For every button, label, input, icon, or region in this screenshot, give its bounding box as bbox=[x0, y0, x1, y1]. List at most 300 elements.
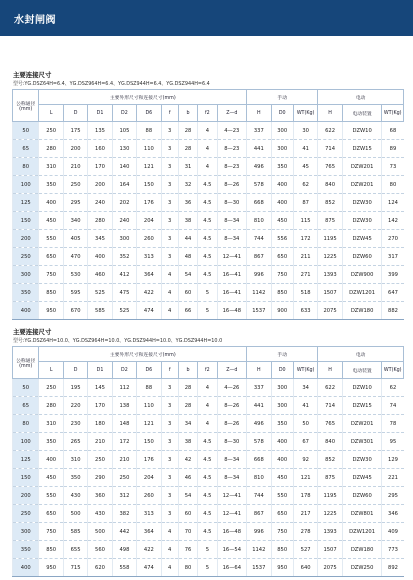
table-cell: 135 bbox=[88, 122, 112, 140]
table-cell: 496 bbox=[247, 415, 271, 433]
table-cell: 78 bbox=[382, 415, 404, 433]
table-cell: 340 bbox=[63, 212, 87, 230]
column-header: H bbox=[247, 362, 271, 379]
table-cell: 295 bbox=[63, 194, 87, 212]
table-cell: 750 bbox=[271, 523, 293, 541]
table-cell: 92 bbox=[293, 451, 317, 469]
table-cell: 312 bbox=[112, 487, 136, 505]
table-cell: 750 bbox=[271, 266, 293, 284]
section1-model: 型号:YG.DSZ64H=6.4、YG.DSZ964H=6.4、YG.DSZ944H=6.4、YG.DSZ944H=6.4 bbox=[13, 81, 210, 87]
table-cell: 300 bbox=[271, 397, 293, 415]
table-cell: 145 bbox=[88, 379, 112, 397]
table-cell: 3 bbox=[161, 379, 178, 397]
column-header: D6 bbox=[137, 362, 161, 379]
table-cell: 4 bbox=[161, 559, 178, 577]
table-cell: 750 bbox=[39, 523, 63, 541]
table-cell: 450 bbox=[39, 469, 63, 487]
table-cell: 74 bbox=[382, 397, 404, 415]
table-cell: 280 bbox=[88, 212, 112, 230]
table-cell: 170 bbox=[88, 158, 112, 176]
header-electric: 电动 bbox=[318, 347, 404, 362]
cell-dn: 150 bbox=[13, 212, 39, 230]
table-cell: 650 bbox=[39, 505, 63, 523]
table-cell: DZW60 bbox=[342, 487, 382, 505]
table-cell: 875 bbox=[318, 469, 342, 487]
table-cell: 200 bbox=[63, 140, 87, 158]
table-cell: 5 bbox=[198, 559, 217, 577]
table-cell: 530 bbox=[63, 266, 87, 284]
table-cell: 422 bbox=[137, 541, 161, 559]
table-cell: 89 bbox=[382, 140, 404, 158]
table-cell: 48 bbox=[178, 248, 197, 266]
table-cell: 1393 bbox=[318, 523, 342, 541]
table-cell: 4 bbox=[161, 266, 178, 284]
cell-dn: 125 bbox=[13, 451, 39, 469]
table-cell: 470 bbox=[63, 248, 87, 266]
cell-dn: 400 bbox=[13, 302, 39, 320]
table-cell: 4.5 bbox=[198, 469, 217, 487]
table-cell: DZW10 bbox=[342, 122, 382, 140]
table-row bbox=[13, 248, 404, 266]
table-cell: 250 bbox=[112, 469, 136, 487]
table-cell: 80 bbox=[178, 559, 197, 577]
table-cell: DZW30 bbox=[342, 212, 382, 230]
table-cell: 87 bbox=[293, 194, 317, 212]
table-cell: 400 bbox=[271, 433, 293, 451]
table-cell: 744 bbox=[247, 487, 271, 505]
table-cell: 16—48 bbox=[217, 523, 247, 541]
table-cell: 1225 bbox=[318, 248, 342, 266]
table-cell: 364 bbox=[137, 523, 161, 541]
column-header: Z—d bbox=[217, 362, 247, 379]
table-cell: 450 bbox=[271, 212, 293, 230]
table-row bbox=[13, 487, 404, 505]
table-cell: 3 bbox=[161, 248, 178, 266]
table-cell: 8—34 bbox=[217, 469, 247, 487]
table-cell: 409 bbox=[382, 523, 404, 541]
table-row bbox=[13, 379, 404, 397]
table-row bbox=[13, 266, 404, 284]
table-cell: 412 bbox=[112, 266, 136, 284]
cell-dn: 50 bbox=[13, 379, 39, 397]
column-header: D bbox=[63, 105, 87, 122]
table-cell: 220 bbox=[63, 397, 87, 415]
table-cell: 400 bbox=[39, 451, 63, 469]
table-cell: 585 bbox=[88, 302, 112, 320]
table-cell: 670 bbox=[63, 302, 87, 320]
section1-title: 主要连接尺寸 bbox=[13, 71, 52, 79]
table-cell: 8—23 bbox=[217, 158, 247, 176]
table-cell: 300 bbox=[271, 122, 293, 140]
table-cell: 810 bbox=[247, 212, 271, 230]
header-electric: 电动 bbox=[318, 90, 404, 105]
table-row bbox=[13, 176, 404, 194]
spec-table-pn100 bbox=[12, 346, 404, 577]
table-cell: 211 bbox=[293, 248, 317, 266]
table-cell: 422 bbox=[137, 284, 161, 302]
table-cell: 430 bbox=[63, 487, 87, 505]
table-cell: 4 bbox=[198, 397, 217, 415]
table-cell: 4.5 bbox=[198, 230, 217, 248]
table-cell: 346 bbox=[382, 505, 404, 523]
table-cell: 1195 bbox=[318, 487, 342, 505]
table-cell: 16—64 bbox=[217, 559, 247, 577]
table-cell: 4.5 bbox=[198, 266, 217, 284]
table-cell: 650 bbox=[39, 248, 63, 266]
table-cell: 38 bbox=[178, 433, 197, 451]
table-cell: 200 bbox=[88, 176, 112, 194]
column-header: D bbox=[63, 362, 87, 379]
table-cell: 50 bbox=[293, 415, 317, 433]
table-cell: DZW201 bbox=[342, 415, 382, 433]
table-cell: 3 bbox=[161, 433, 178, 451]
table-cell: DZW201 bbox=[342, 176, 382, 194]
table-row bbox=[13, 230, 404, 248]
table-cell: 4 bbox=[198, 122, 217, 140]
table-cell: 8—26 bbox=[217, 397, 247, 415]
table-cell: 12—41 bbox=[217, 505, 247, 523]
table-cell: 8—34 bbox=[217, 212, 247, 230]
table-cell: 4 bbox=[198, 158, 217, 176]
table-cell: 16—54 bbox=[217, 541, 247, 559]
table-cell: 204 bbox=[137, 212, 161, 230]
table-cell: 115 bbox=[293, 212, 317, 230]
table-cell: 4 bbox=[161, 284, 178, 302]
table-cell: 550 bbox=[39, 230, 63, 248]
table-cell: 405 bbox=[63, 230, 87, 248]
table-cell: 4.5 bbox=[198, 505, 217, 523]
table-cell: 4—26 bbox=[217, 379, 247, 397]
cell-dn: 200 bbox=[13, 487, 39, 505]
table-row bbox=[13, 194, 404, 212]
table-cell: 41 bbox=[293, 397, 317, 415]
table-cell: 1537 bbox=[247, 302, 271, 320]
table-cell: 550 bbox=[39, 487, 63, 505]
table-cell: 850 bbox=[39, 284, 63, 302]
table-cell: DZW15 bbox=[342, 397, 382, 415]
table-cell: 441 bbox=[247, 140, 271, 158]
table-cell: 8—34 bbox=[217, 451, 247, 469]
table-cell: 996 bbox=[247, 266, 271, 284]
table-cell: 16—41 bbox=[217, 284, 247, 302]
cell-dn: 100 bbox=[13, 176, 39, 194]
cell-dn: 80 bbox=[13, 158, 39, 176]
column-header: f2 bbox=[198, 105, 217, 122]
cell-dn: 200 bbox=[13, 230, 39, 248]
table-cell: 1507 bbox=[318, 284, 342, 302]
column-header: D6 bbox=[137, 105, 161, 122]
table-cell: 498 bbox=[112, 541, 136, 559]
table-cell: 4.5 bbox=[198, 176, 217, 194]
table-cell: 474 bbox=[137, 559, 161, 577]
table-cell: 595 bbox=[63, 284, 87, 302]
header-dn: 公称通径(mm) bbox=[13, 90, 39, 122]
table-row bbox=[13, 559, 404, 577]
table-cell: 360 bbox=[88, 487, 112, 505]
cell-dn: 80 bbox=[13, 415, 39, 433]
table-cell: 850 bbox=[271, 541, 293, 559]
table-cell: DZW10 bbox=[342, 379, 382, 397]
column-header: L bbox=[39, 362, 63, 379]
table-cell: 204 bbox=[137, 469, 161, 487]
table-cell: 278 bbox=[293, 523, 317, 541]
table-cell: 585 bbox=[63, 523, 87, 541]
table-cell: 852 bbox=[318, 194, 342, 212]
table-cell: 3 bbox=[161, 194, 178, 212]
table-cell: 221 bbox=[382, 469, 404, 487]
table-cell: DZW60 bbox=[342, 248, 382, 266]
table-cell: DZW801 bbox=[342, 505, 382, 523]
table-cell: 3 bbox=[161, 212, 178, 230]
table-row bbox=[13, 140, 404, 158]
table-cell: 399 bbox=[382, 266, 404, 284]
table-cell: 88 bbox=[137, 379, 161, 397]
column-header: WT(Kg) bbox=[293, 362, 317, 379]
table-cell: 867 bbox=[247, 248, 271, 266]
table-cell: 271 bbox=[293, 266, 317, 284]
table-cell: 496 bbox=[247, 158, 271, 176]
table-cell: 364 bbox=[137, 266, 161, 284]
cell-dn: 50 bbox=[13, 122, 39, 140]
table-cell: 3 bbox=[161, 451, 178, 469]
table-cell: 337 bbox=[247, 379, 271, 397]
table-cell: 32 bbox=[178, 176, 197, 194]
table-cell: 668 bbox=[247, 194, 271, 212]
table-cell: 62 bbox=[293, 176, 317, 194]
table-header bbox=[13, 347, 404, 379]
table-cell: 3 bbox=[161, 397, 178, 415]
table-cell: 4 bbox=[198, 415, 217, 433]
table-cell: 210 bbox=[112, 451, 136, 469]
table-cell: 60 bbox=[178, 284, 197, 302]
table-cell: 441 bbox=[247, 397, 271, 415]
table-cell: 2075 bbox=[318, 302, 342, 320]
column-header: D0 bbox=[271, 105, 293, 122]
table-cell: 525 bbox=[112, 302, 136, 320]
table-cell: 352 bbox=[112, 248, 136, 266]
table-cell: 655 bbox=[63, 541, 87, 559]
cell-dn: 350 bbox=[13, 284, 39, 302]
column-header: b bbox=[178, 362, 197, 379]
table-row bbox=[13, 469, 404, 487]
table-cell: 840 bbox=[318, 176, 342, 194]
table-cell: 4 bbox=[161, 523, 178, 541]
table-cell: 1142 bbox=[247, 541, 271, 559]
table-cell: 80 bbox=[382, 176, 404, 194]
table-cell: 4 bbox=[198, 140, 217, 158]
table-cell: 8—26 bbox=[217, 176, 247, 194]
table-cell: 280 bbox=[39, 397, 63, 415]
table-cell: 5 bbox=[198, 302, 217, 320]
table-cell: 622 bbox=[318, 122, 342, 140]
table-cell: 527 bbox=[293, 541, 317, 559]
table-cell: 3 bbox=[161, 505, 178, 523]
table-cell: 88 bbox=[137, 122, 161, 140]
column-header: f2 bbox=[198, 362, 217, 379]
cell-dn: 400 bbox=[13, 559, 39, 577]
table-cell: 4 bbox=[161, 302, 178, 320]
table-cell: 1393 bbox=[318, 266, 342, 284]
table-cell: 647 bbox=[382, 284, 404, 302]
table-row bbox=[13, 433, 404, 451]
table-cell: 73 bbox=[382, 158, 404, 176]
table-cell: 44 bbox=[178, 230, 197, 248]
table-cell: 4 bbox=[198, 379, 217, 397]
column-header: WT(Kg) bbox=[382, 362, 404, 379]
table-cell: 240 bbox=[88, 194, 112, 212]
table-cell: 270 bbox=[382, 230, 404, 248]
table-cell: 250 bbox=[88, 451, 112, 469]
table-cell: 882 bbox=[382, 302, 404, 320]
table-cell: 76 bbox=[178, 541, 197, 559]
table-cell: 164 bbox=[112, 176, 136, 194]
table-cell: 4.5 bbox=[198, 212, 217, 230]
table-cell: 280 bbox=[39, 140, 63, 158]
table-cell: 290 bbox=[88, 469, 112, 487]
table-row bbox=[13, 523, 404, 541]
section2-model: 型号:YG.DSZ64H=10.0、YG.DSZ964H=10.0、YG.DSZ944H=10.0、YG.DSZ944H=10.0 bbox=[13, 338, 223, 344]
table-row bbox=[13, 541, 404, 559]
column-header: D1 bbox=[88, 105, 112, 122]
table-cell: 210 bbox=[88, 433, 112, 451]
table-cell: DZW201 bbox=[342, 158, 382, 176]
table-cell: 556 bbox=[271, 230, 293, 248]
table-row bbox=[13, 212, 404, 230]
table-cell: 430 bbox=[88, 505, 112, 523]
table-cell: 1225 bbox=[318, 505, 342, 523]
cell-dn: 125 bbox=[13, 194, 39, 212]
table-row bbox=[13, 415, 404, 433]
table-cell: 810 bbox=[247, 469, 271, 487]
table-cell: 996 bbox=[247, 523, 271, 541]
table-cell: 8—34 bbox=[217, 230, 247, 248]
table-cell: 67 bbox=[293, 433, 317, 451]
table-row bbox=[13, 122, 404, 140]
table-row bbox=[13, 158, 404, 176]
table-cell: 867 bbox=[247, 505, 271, 523]
table-cell: 3 bbox=[161, 230, 178, 248]
table-cell: 400 bbox=[271, 451, 293, 469]
table-cell: 950 bbox=[271, 559, 293, 577]
table-cell: 622 bbox=[318, 379, 342, 397]
column-header: WT(Kg) bbox=[382, 105, 404, 122]
table-cell: 650 bbox=[271, 505, 293, 523]
table-cell: 350 bbox=[39, 433, 63, 451]
table-cell: 121 bbox=[137, 158, 161, 176]
table-cell: 121 bbox=[293, 469, 317, 487]
table-cell: 260 bbox=[137, 230, 161, 248]
table-cell: 95 bbox=[382, 433, 404, 451]
table-cell: 8—30 bbox=[217, 194, 247, 212]
table-cell: 62 bbox=[382, 379, 404, 397]
table-cell: 66 bbox=[178, 302, 197, 320]
table-cell: 4 bbox=[161, 541, 178, 559]
table-row bbox=[13, 302, 404, 320]
table-cell: 68 bbox=[382, 122, 404, 140]
table-cell: 105 bbox=[112, 122, 136, 140]
table-cell: 313 bbox=[137, 248, 161, 266]
table-cell: 317 bbox=[382, 248, 404, 266]
table-cell: 310 bbox=[39, 158, 63, 176]
table-cell: 3 bbox=[161, 415, 178, 433]
table-cell: 250 bbox=[63, 176, 87, 194]
table-cell: 150 bbox=[137, 433, 161, 451]
cell-dn: 65 bbox=[13, 397, 39, 415]
table-cell: 558 bbox=[112, 559, 136, 577]
header-manual: 手动 bbox=[247, 90, 318, 105]
table-row bbox=[13, 397, 404, 415]
table-cell: 160 bbox=[88, 140, 112, 158]
table-cell: 3 bbox=[161, 487, 178, 505]
table-cell: 3 bbox=[161, 469, 178, 487]
table-cell: 195 bbox=[63, 379, 87, 397]
table-cell: DZW1201 bbox=[342, 523, 382, 541]
table-cell: 140 bbox=[112, 158, 136, 176]
table-cell: 142 bbox=[382, 212, 404, 230]
table-cell: 310 bbox=[63, 451, 87, 469]
table-cell: 110 bbox=[137, 140, 161, 158]
table-cell: 121 bbox=[137, 415, 161, 433]
table-cell: 4.5 bbox=[198, 451, 217, 469]
table-cell: DZW30 bbox=[342, 451, 382, 469]
table-cell: 525 bbox=[88, 284, 112, 302]
table-cell: 518 bbox=[293, 284, 317, 302]
column-header: 电动装置 bbox=[342, 105, 382, 122]
table-cell: 250 bbox=[39, 122, 63, 140]
table-cell: 148 bbox=[112, 415, 136, 433]
table-cell: 172 bbox=[293, 230, 317, 248]
table-cell: 8—30 bbox=[217, 433, 247, 451]
table-cell: 16—41 bbox=[217, 266, 247, 284]
table-cell: 852 bbox=[318, 451, 342, 469]
column-header: H bbox=[318, 105, 342, 122]
table-cell: 217 bbox=[293, 505, 317, 523]
table-cell: 34 bbox=[178, 415, 197, 433]
table-cell: 38 bbox=[178, 212, 197, 230]
table-cell: 12—41 bbox=[217, 248, 247, 266]
header-manual: 手动 bbox=[247, 347, 318, 362]
table-cell: 8—26 bbox=[217, 415, 247, 433]
table-cell: 310 bbox=[39, 415, 63, 433]
table-cell: 400 bbox=[271, 176, 293, 194]
table-cell: 28 bbox=[178, 397, 197, 415]
table-cell: 4—23 bbox=[217, 122, 247, 140]
table-cell: 900 bbox=[271, 302, 293, 320]
table-cell: 300 bbox=[271, 379, 293, 397]
table-cell: 850 bbox=[271, 284, 293, 302]
table-cell: 250 bbox=[39, 379, 63, 397]
table-cell: 1142 bbox=[247, 284, 271, 302]
table-cell: 620 bbox=[88, 559, 112, 577]
table-header bbox=[13, 90, 404, 122]
column-header: b bbox=[178, 105, 197, 122]
column-header: D2 bbox=[112, 105, 136, 122]
table-cell: 350 bbox=[271, 415, 293, 433]
column-header: f bbox=[161, 105, 178, 122]
table-cell: 4.5 bbox=[198, 433, 217, 451]
table-cell: 124 bbox=[382, 194, 404, 212]
table-cell: 875 bbox=[318, 212, 342, 230]
table-cell: 950 bbox=[39, 302, 63, 320]
table-cell: 382 bbox=[112, 505, 136, 523]
column-header: H bbox=[318, 362, 342, 379]
cell-dn: 300 bbox=[13, 523, 39, 541]
table-cell: 138 bbox=[112, 397, 136, 415]
header-main-dimensions: 主要外形尺寸和连接尺寸(mm) bbox=[39, 90, 247, 105]
table-cell: 300 bbox=[112, 230, 136, 248]
section2-title: 主要连接尺寸 bbox=[13, 328, 52, 336]
table-cell: 765 bbox=[318, 158, 342, 176]
